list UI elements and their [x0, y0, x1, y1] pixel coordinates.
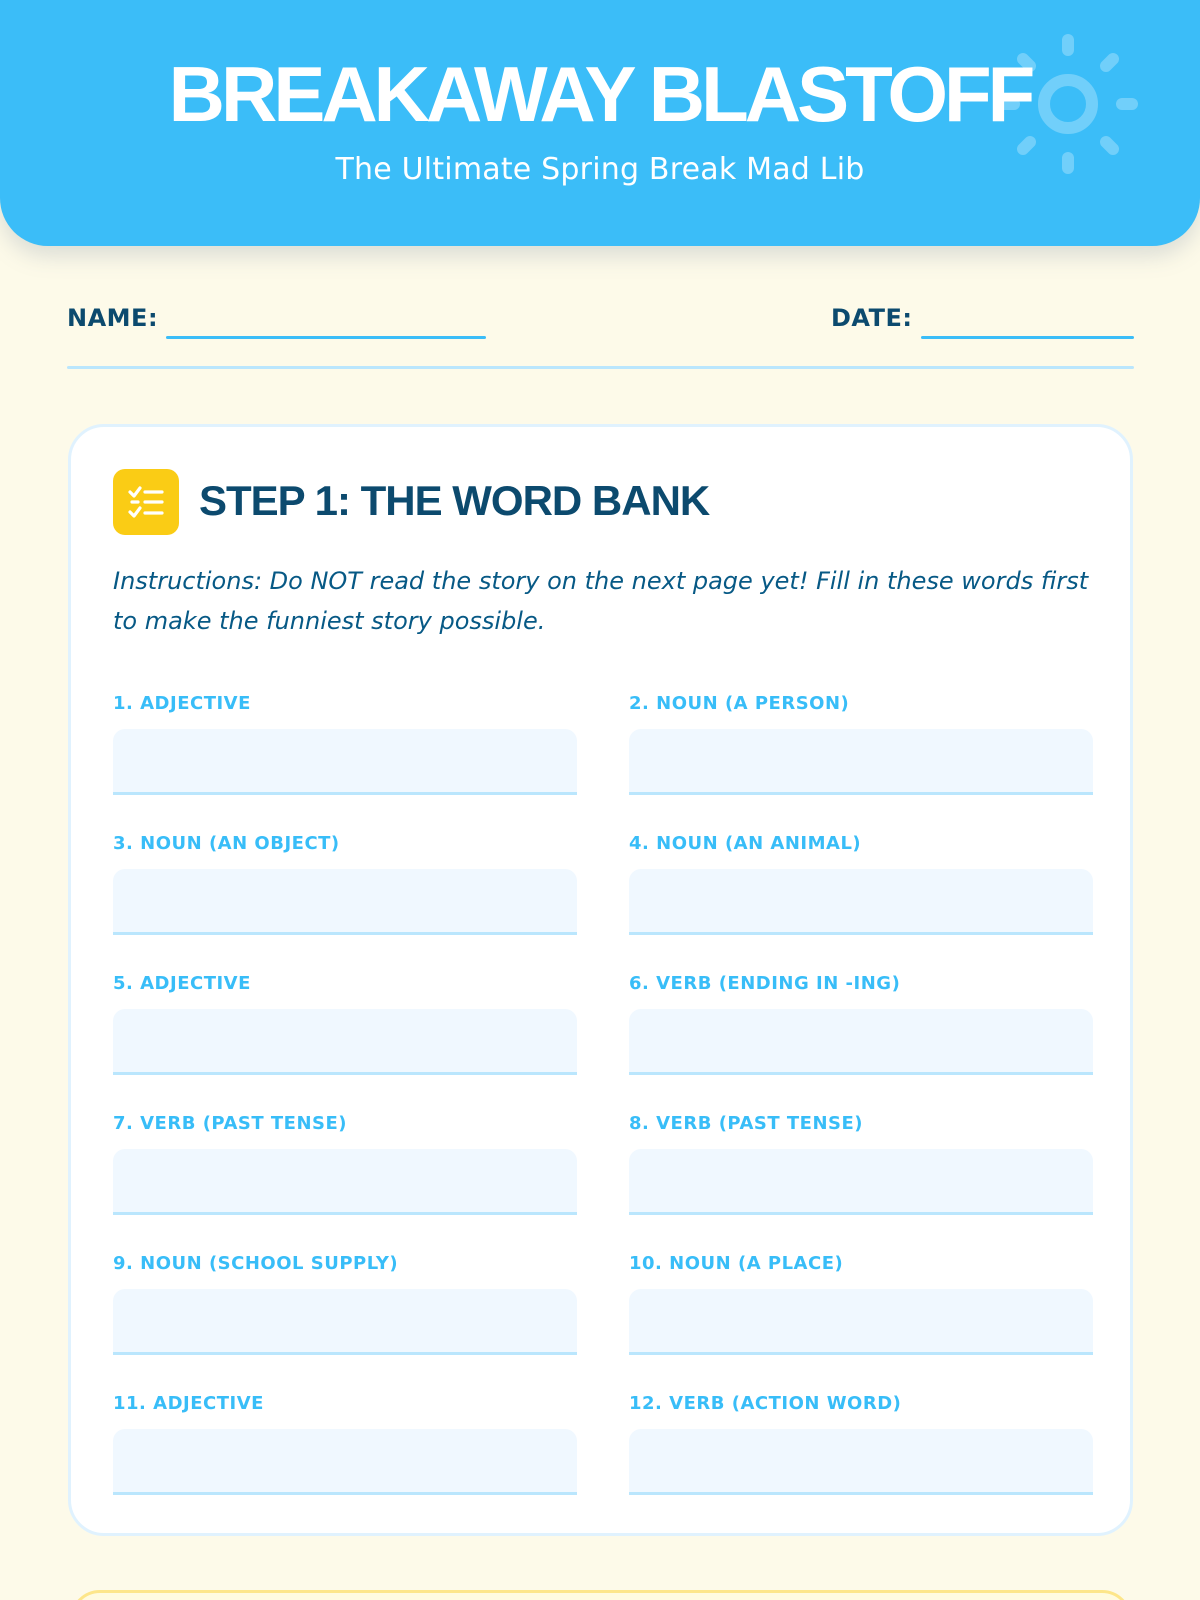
word-field: [113, 1253, 577, 1373]
name-date-row: [67, 296, 1134, 340]
word-input[interactable]: [113, 1429, 577, 1495]
field-label: 6. VERB (ENDING IN -ING): [629, 973, 901, 994]
word-field: [113, 1113, 577, 1233]
word-field: [113, 693, 577, 813]
field-label: 4. NOUN (AN ANIMAL): [629, 833, 862, 854]
word-input[interactable]: [629, 1149, 1093, 1215]
field-label: 8. VERB (PAST TENSE): [629, 1113, 864, 1134]
word-input[interactable]: [113, 1289, 577, 1355]
field-label: 5. ADJECTIVE: [113, 973, 251, 994]
word-field: [629, 693, 1093, 813]
word-field: [113, 973, 577, 1093]
word-input[interactable]: [113, 869, 577, 935]
word-input[interactable]: [629, 1009, 1093, 1075]
word-field: [113, 833, 577, 953]
field-label: 3. NOUN (AN OBJECT): [113, 833, 340, 854]
word-input[interactable]: [629, 1429, 1093, 1495]
word-input[interactable]: [113, 729, 577, 795]
field-label: 12. VERB (ACTION WORD): [629, 1393, 902, 1414]
page-title: BREAKAWAY BLASTOFF: [168, 50, 1032, 138]
word-input[interactable]: [629, 729, 1093, 795]
word-field: [629, 833, 1093, 953]
word-input[interactable]: [113, 1149, 577, 1215]
name-field[interactable]: [166, 336, 486, 339]
instructions-text: Instructions: Do NOT read the story on the next page yet! Fill in these words first to make the funniest story possible.: [113, 567, 1089, 635]
word-field: [629, 973, 1093, 1093]
field-label: 2. NOUN (A PERSON): [629, 693, 850, 714]
word-field: [629, 1253, 1093, 1373]
word-input[interactable]: [113, 1009, 577, 1075]
page-subtitle: The Ultimate Spring Break Mad Lib: [335, 152, 865, 187]
word-field: [113, 1393, 577, 1513]
field-label: 10. NOUN (A PLACE): [629, 1253, 844, 1274]
word-bank-card: [68, 424, 1133, 1536]
section-title: STEP 1: THE WORD BANK: [199, 477, 710, 524]
date-field[interactable]: [921, 336, 1134, 339]
date-label: DATE:: [831, 304, 913, 332]
field-label: 1. ADJECTIVE: [113, 693, 251, 714]
word-field: [629, 1113, 1093, 1233]
divider: [67, 366, 1134, 369]
word-input[interactable]: [629, 869, 1093, 935]
header-banner: [0, 0, 1200, 246]
next-section-card: [70, 1590, 1132, 1600]
word-input[interactable]: [629, 1289, 1093, 1355]
field-label: 7. VERB (PAST TENSE): [113, 1113, 348, 1134]
field-label: 9. NOUN (SCHOOL SUPPLY): [113, 1253, 399, 1274]
word-field: [629, 1393, 1093, 1513]
name-label: NAME:: [67, 304, 159, 332]
checklist-icon: [113, 469, 179, 535]
field-label: 11. ADJECTIVE: [113, 1393, 264, 1414]
